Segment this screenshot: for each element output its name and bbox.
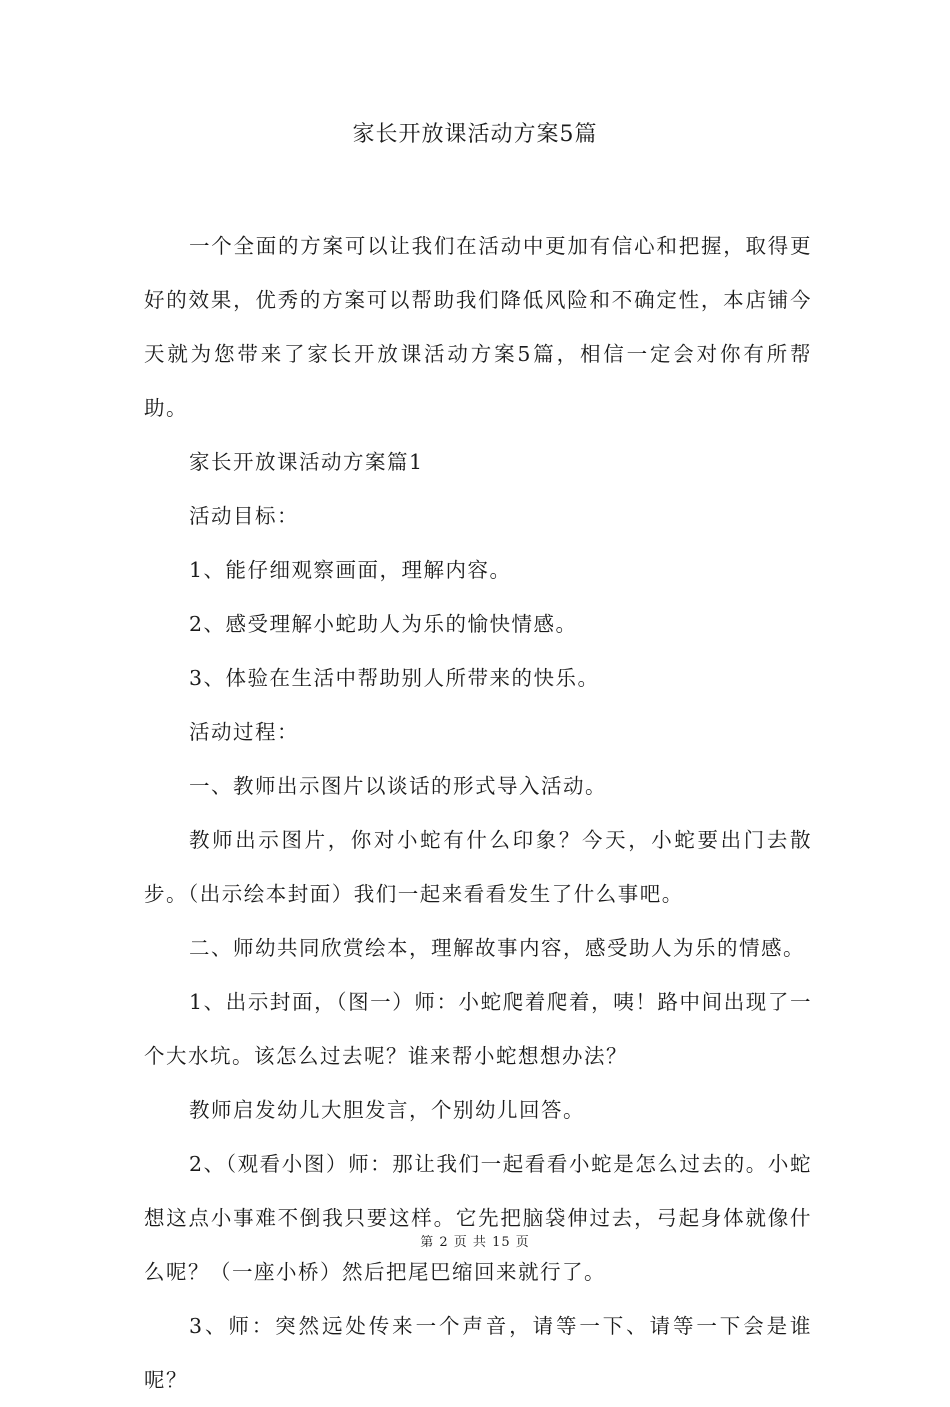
body-paragraph: 3、师：突然远处传来一个声音，请等一下、请等一下会是谁呢？: [144, 1314, 812, 1392]
intro-paragraph: 一个全面的方案可以让我们在活动中更加有信心和把握，取得更好的效果，优秀的方案可以帮助我们降低风险和不确定性，本店铺今天就为您带来了家长开放课活动方案5篇，相信一定会对你有所帮助。: [144, 234, 812, 420]
footer-current-page: 2: [439, 1235, 449, 1250]
body-paragraph: 教师启发幼儿大胆发言，个别幼儿回答。: [189, 1098, 585, 1122]
page-footer: [0, 1233, 950, 1253]
process-heading: 活动过程：: [189, 720, 299, 744]
document-body: [144, 219, 812, 1407]
footer-middle: 页 共: [453, 1235, 487, 1250]
document-title: 家长开放课活动方案5篇: [352, 122, 598, 147]
body-paragraph: 1、出示封面，（图一）师：小蛇爬着爬着，咦！路中间出现了一个大水坑。该怎么过去呢？谁来帮小蛇想想办法？: [144, 990, 812, 1068]
process-step: 二、师幼共同欣赏绘本，理解故事内容，感受助人为乐的情感。: [189, 936, 805, 960]
body-paragraph: 教师出示图片，你对小蛇有什么印象？今天，小蛇要出门去散步。（出示绘本封面）我们一起来看看发生了什么事吧。: [144, 828, 812, 906]
objective-item: 1、能仔细观察画面，理解内容。: [189, 558, 512, 582]
objectives-heading: 活动目标：: [189, 504, 299, 528]
objective-item: 3、体验在生活中帮助别人所带来的快乐。: [189, 666, 600, 690]
footer-total-pages: 15: [492, 1235, 511, 1250]
body-paragraph: 2、（观看小图）师：那让我们一起看看小蛇是怎么过去的。小蛇想这点小事难不倒我只要这样。它先把脑袋伸过去，弓起身体就像什么呢？（一座小桥）然后把尾巴缩回来就行了。: [144, 1152, 812, 1284]
footer-suffix: 页: [515, 1235, 530, 1250]
process-step: 一、教师出示图片以谈话的形式导入活动。: [189, 774, 607, 798]
footer-prefix: 第: [420, 1235, 435, 1250]
section-heading: 家长开放课活动方案篇1: [189, 450, 424, 474]
objective-item: 2、感受理解小蛇助人为乐的愉快情感。: [189, 612, 578, 636]
